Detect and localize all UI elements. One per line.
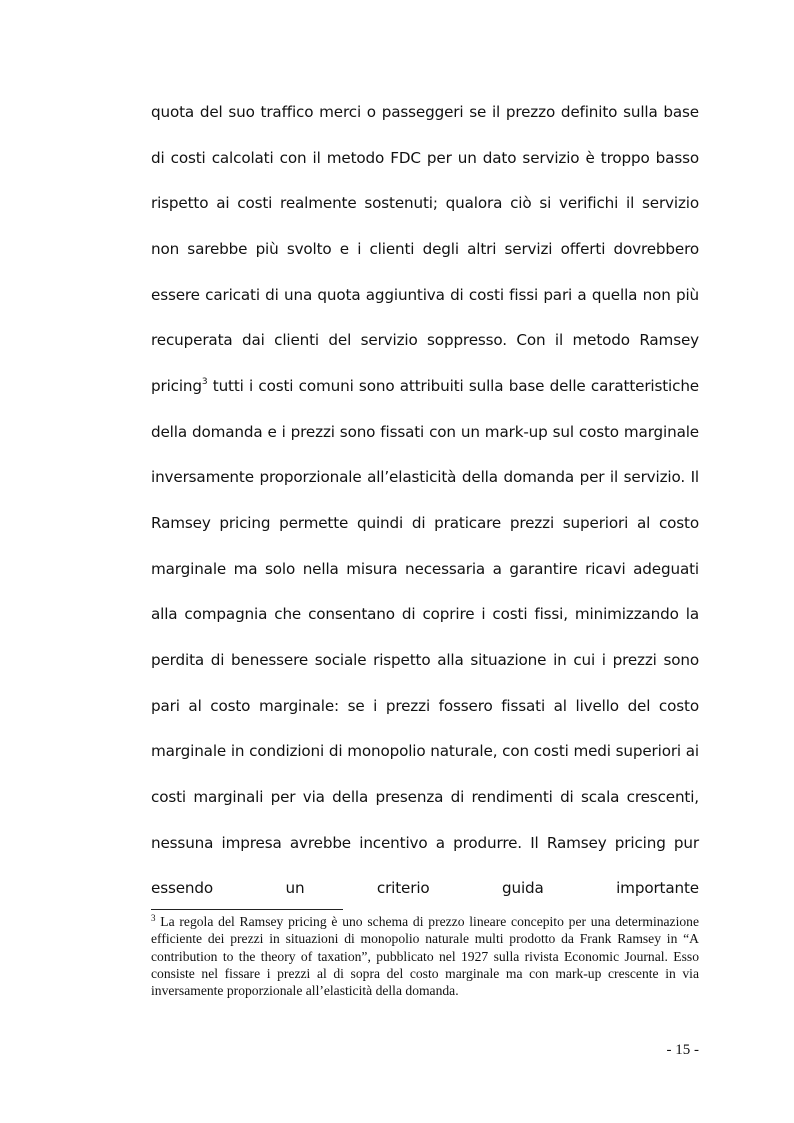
footnote <box>151 913 699 999</box>
page-number: - 15 - <box>666 1042 699 1058</box>
body-paragraph <box>151 90 699 912</box>
footnote-separator <box>151 909 343 910</box>
footnote-number: 3 <box>151 913 156 923</box>
body-text-part-2: tutti i costi comuni sono attribuiti sulla base delle caratteristiche della domanda e i prezzi sono fissati con un mark-up sul costo marginale inversamente proporzionale all’elasticità della domanda per il servizio. Il Ramsey pricing permette quindi di praticare prezzi superiori al costo marginale ma solo nella misura necessaria a garantire ricavi adeguati alla compagnia che consentano di coprire i costi fissi, minimizzando la perdita di benessere sociale rispetto alla situazione in cui i prezzi sono pari al costo marginale: se i prezzi fossero fissati al livello del costo marginale in condizioni di monopolio naturale, con costi medi superiori ai costi marginali per via della presenza di rendimenti di scala crescenti, nessuna impresa avrebbe incentivo a produrre. Il Ramsey pricing pur essendo un criterio guida importante <box>151 376 699 898</box>
footnote-reference: 3 <box>201 376 208 387</box>
footnote-text: La regola del Ramsey pricing è uno schema di prezzo lineare concepito per una determinazione efficiente dei prezzi in situazioni di monopolio naturale multi prodotto da Frank Ramsey in “A contribution to the theory of taxation”, pubblicato nel 1927 sulla rivista Economic Journal. Esso consiste nel fissare i prezzi al di sopra del costo marginale ma con mark-up crescente in via inversamente proporzionale all’elasticità della domanda. <box>151 914 699 999</box>
body-text-part-1: quota del suo traffico merci o passeggeri se il prezzo definito sulla base di costi calcolati con il metodo FDC per un dato servizio è troppo basso rispetto ai costi realmente sostenuti; qualora ciò si verifichi il servizio non sarebbe più svolto e i clienti degli altri servizi offerti dovrebbero essere caricati di una quota aggiuntiva di costi fissi pari a quella non più recuperata dai clienti del servizio soppresso. Con il metodo Ramsey pricing <box>151 103 699 395</box>
